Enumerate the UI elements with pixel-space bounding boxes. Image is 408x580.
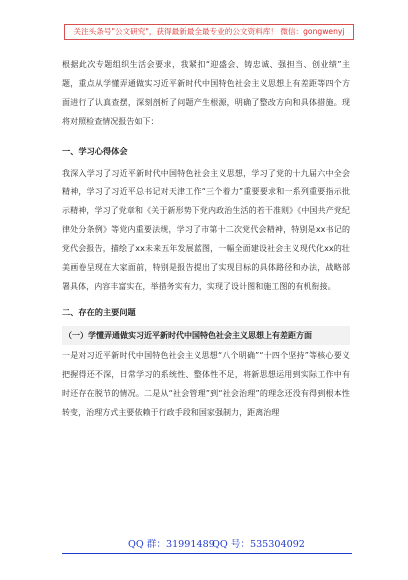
section-2-heading: 二、存在的主要问题 [62, 306, 136, 317]
footer [0, 536, 408, 552]
section-1-heading: 一、学习心得体会 [62, 145, 128, 156]
promo-banner: 关注头条号"公文研究"，获得最新最全最专业的公文资料库！ 微信：gongwenyj [64, 24, 354, 40]
document-body [62, 56, 350, 422]
intro-paragraph: 根据此次专题组织生活会要求，我紧扣“迎盛会、铸忠诚、强担当、创业绩”主题，重点从学懂弄通做实习近平新时代中国特色社会主义思想上有差距等四个方面进行了认真查摆，深刻剖析了问题产生根源，明确了整改方向和具体措施。现将对照检查情况报告如下： [62, 60, 350, 126]
spacer [62, 132, 350, 142]
subsection-1-paragraph: 一是对习近平新时代中国特色社会主义思想“八个明确”“十四个坚持”等核心要义把握得还不深，日常学习的系统性、整体性不足，将新思想运用到实际工作中有时还存在脱节的情况。二是从“社会管理”到“社会治理”的理念还没有得到根本性转变，治理方式主要依赖于行政手段和国家强制力，距离治理 [62, 350, 350, 417]
qq-number-text: QQ 号：535304092 [212, 539, 305, 550]
section-1-paragraph: 我深入学习了习近平新时代中国特色社会主义思想，学习了党的十九届六中全会精神，学习了习近平总书记对天津工作“三个着力”重要要求和一系列重要指示批示精神，学习了党章和《关于新形势下党内政治生活的若干准则》《中国共产党纪律处分条例》等党内重要法规，学习了市第十二次党代会精神，特别是xx书记的党代会报告，描绘了xx未来五年发展蓝图，一幅全面建设社会主义现代化xx的壮美画卷呈现在大家面前，特别是报告提出了实现目标的具体路径和办法，战略部署具体，内容丰富实在，举措务实有力，实现了设计图和施工图的有机衔接。 [62, 168, 350, 291]
qq-group-text: QQ 群：31991489 [128, 539, 215, 550]
subsection-1-heading: （一）学懂弄通做实习近平新时代中国特色社会主义思想上有差距方面 [62, 326, 350, 345]
footer-divider [62, 553, 352, 554]
